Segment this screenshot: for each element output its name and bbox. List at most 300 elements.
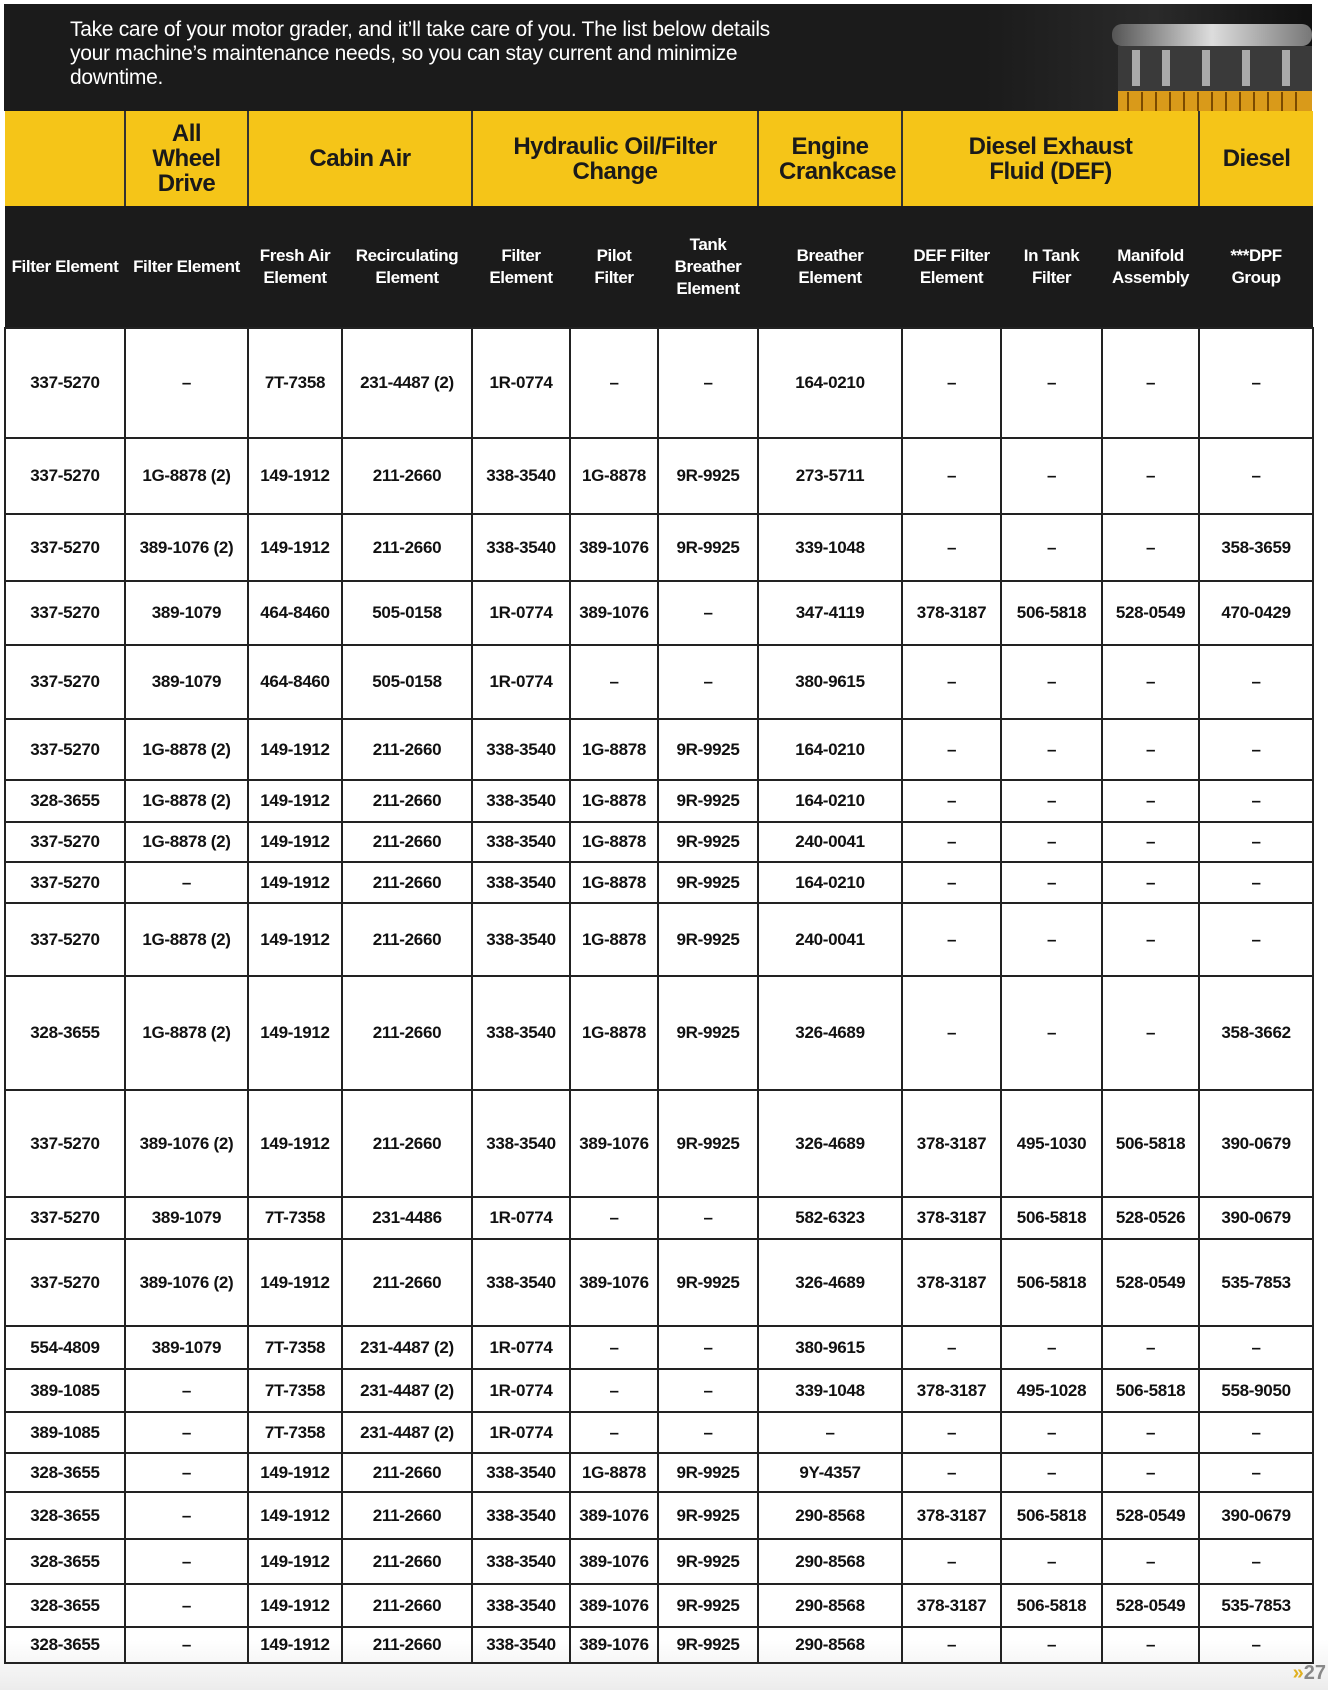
table-cell: 389-1076 (2) xyxy=(125,514,248,581)
table-cell: 337-5270 xyxy=(5,822,125,862)
table-cell: 535-7853 xyxy=(1199,1584,1313,1627)
table-cell: – xyxy=(125,1453,248,1492)
table-cell: 337-5270 xyxy=(5,645,125,719)
table-cell: – xyxy=(902,438,1001,514)
table-cell: 389-1076 xyxy=(570,581,658,645)
table-cell: 535-7853 xyxy=(1199,1239,1313,1326)
table-cell: 389-1079 xyxy=(125,581,248,645)
table-cell: 149-1912 xyxy=(248,1090,342,1197)
table-cell: 149-1912 xyxy=(248,438,342,514)
table-cell: 164-0210 xyxy=(758,328,902,438)
column-header: In Tank Filter xyxy=(1001,206,1102,328)
table-cell: 528-0549 xyxy=(1102,1492,1199,1539)
intro-banner xyxy=(4,4,1312,111)
table-cell: 328-3655 xyxy=(5,1539,125,1584)
table-cell: 164-0210 xyxy=(758,780,902,822)
table-cell: 9R-9925 xyxy=(658,780,758,822)
table-cell: 9R-9925 xyxy=(658,822,758,862)
table-cell: – xyxy=(658,645,758,719)
table-cell: – xyxy=(1199,645,1313,719)
table-cell: 337-5270 xyxy=(5,1090,125,1197)
table-cell: 389-1076 xyxy=(570,1492,658,1539)
table-cell: – xyxy=(902,822,1001,862)
table-cell: – xyxy=(902,1412,1001,1453)
table-cell: 389-1076 (2) xyxy=(125,1090,248,1197)
column-header: ***DPF Group xyxy=(1199,206,1313,328)
table-row xyxy=(5,976,1313,1090)
table-cell: 338-3540 xyxy=(472,1090,570,1197)
column-header: Pilot Filter xyxy=(570,206,658,328)
table-cell: – xyxy=(1001,438,1102,514)
table-cell: 9R-9925 xyxy=(658,719,758,780)
table-cell: 211-2660 xyxy=(342,719,472,780)
table-cell: 390-0679 xyxy=(1199,1197,1313,1239)
table-row xyxy=(5,780,1313,822)
column-header: Filter Element xyxy=(125,206,248,328)
group-header xyxy=(5,111,125,206)
table-cell: – xyxy=(1001,514,1102,581)
table-cell: – xyxy=(1199,719,1313,780)
table-cell: 9R-9925 xyxy=(658,862,758,903)
column-header: Tank Breather Element xyxy=(658,206,758,328)
table-cell: 7T-7358 xyxy=(248,328,342,438)
table-cell: 337-5270 xyxy=(5,903,125,976)
table-cell: 211-2660 xyxy=(342,438,472,514)
table-cell: – xyxy=(125,1584,248,1627)
table-cell: 495-1028 xyxy=(1001,1369,1102,1412)
table-row xyxy=(5,514,1313,581)
table-cell: – xyxy=(1199,328,1313,438)
table-cell: 231-4487 (2) xyxy=(342,1412,472,1453)
table-cell: – xyxy=(1001,1412,1102,1453)
table-cell: – xyxy=(658,581,758,645)
table-cell: 338-3540 xyxy=(472,438,570,514)
table-cell: 390-0679 xyxy=(1199,1090,1313,1197)
table-cell: 337-5270 xyxy=(5,581,125,645)
table-cell: 506-5818 xyxy=(1001,1197,1102,1239)
table-cell: 1G-8878 (2) xyxy=(125,976,248,1090)
table-body xyxy=(5,328,1313,1663)
table-cell: 338-3540 xyxy=(472,1492,570,1539)
group-header-cabin-air: Cabin Air xyxy=(248,111,472,206)
table-cell: 1R-0774 xyxy=(472,1197,570,1239)
table-cell: – xyxy=(1102,903,1199,976)
table-cell: 326-4689 xyxy=(758,1090,902,1197)
table-cell: 528-0549 xyxy=(1102,581,1199,645)
table-cell: 1G-8878 xyxy=(570,976,658,1090)
table-cell: 380-9615 xyxy=(758,1326,902,1369)
table-cell: 528-0549 xyxy=(1102,1239,1199,1326)
intro-text: Take care of your motor grader, and it’ll take care of you. The list below details your machine’s maintenance needs, so you can stay current and minimize downtime. xyxy=(70,18,770,89)
table-cell: 1G-8878 xyxy=(570,822,658,862)
table-cell: 328-3655 xyxy=(5,1453,125,1492)
group-header-def: Diesel Exhaust Fluid (DEF) xyxy=(902,111,1199,206)
table-cell: – xyxy=(1001,976,1102,1090)
table-cell: 389-1076 xyxy=(570,1090,658,1197)
table-cell: 337-5270 xyxy=(5,1239,125,1326)
table-cell: – xyxy=(1001,1539,1102,1584)
table-cell: 149-1912 xyxy=(248,903,342,976)
table-row xyxy=(5,719,1313,780)
table-cell: 149-1912 xyxy=(248,1453,342,1492)
table-cell: – xyxy=(570,1326,658,1369)
table-cell: – xyxy=(1001,1453,1102,1492)
table-cell: 506-5818 xyxy=(1102,1090,1199,1197)
table-cell: 389-1076 (2) xyxy=(125,1239,248,1326)
table-cell: 358-3662 xyxy=(1199,976,1313,1090)
table-row xyxy=(5,1627,1313,1663)
table-cell: 505-0158 xyxy=(342,581,472,645)
table-cell: 149-1912 xyxy=(248,822,342,862)
table-cell: – xyxy=(570,645,658,719)
table-cell: 9R-9925 xyxy=(658,1627,758,1663)
table-cell: – xyxy=(902,780,1001,822)
table-cell: 1R-0774 xyxy=(472,581,570,645)
table-row xyxy=(5,822,1313,862)
table-cell: 231-4487 (2) xyxy=(342,328,472,438)
table-cell: 347-4119 xyxy=(758,581,902,645)
table-cell: – xyxy=(1001,1627,1102,1663)
table-cell: 338-3540 xyxy=(472,514,570,581)
column-header-row xyxy=(5,206,1313,328)
table-cell: 378-3187 xyxy=(902,581,1001,645)
table-cell: 506-5818 xyxy=(1001,1584,1102,1627)
table-cell: – xyxy=(902,719,1001,780)
table-cell: 211-2660 xyxy=(342,1627,472,1663)
table-cell: – xyxy=(570,328,658,438)
table-cell: 338-3540 xyxy=(472,862,570,903)
table-cell: 9R-9925 xyxy=(658,976,758,1090)
table-cell: 1R-0774 xyxy=(472,328,570,438)
table-cell: 1G-8878 (2) xyxy=(125,903,248,976)
table-cell: 149-1912 xyxy=(248,514,342,581)
table-cell: 240-0041 xyxy=(758,903,902,976)
table-cell: 211-2660 xyxy=(342,903,472,976)
table-cell: – xyxy=(902,1453,1001,1492)
table-row xyxy=(5,1492,1313,1539)
table-cell: – xyxy=(902,976,1001,1090)
table-cell: – xyxy=(1102,780,1199,822)
table-cell: 528-0526 xyxy=(1102,1197,1199,1239)
table-cell: – xyxy=(1199,1453,1313,1492)
table-cell: 328-3655 xyxy=(5,1492,125,1539)
table-cell: 211-2660 xyxy=(342,1492,472,1539)
table-cell: 164-0210 xyxy=(758,862,902,903)
table-cell: – xyxy=(658,1369,758,1412)
page-number xyxy=(1293,1662,1326,1685)
table-cell: 389-1079 xyxy=(125,1197,248,1239)
table-cell: 1G-8878 xyxy=(570,1453,658,1492)
table-row xyxy=(5,1453,1313,1492)
table-cell: 528-0549 xyxy=(1102,1584,1199,1627)
group-header-row xyxy=(5,111,1313,206)
table-cell: 149-1912 xyxy=(248,862,342,903)
table-cell: – xyxy=(1199,1326,1313,1369)
table-cell: – xyxy=(1102,1627,1199,1663)
table-cell: – xyxy=(570,1369,658,1412)
table-cell: – xyxy=(125,1369,248,1412)
table-cell: – xyxy=(1001,862,1102,903)
table-cell: 378-3187 xyxy=(902,1239,1001,1326)
column-header: Filter Element xyxy=(5,206,125,328)
table-cell: – xyxy=(1102,514,1199,581)
table-cell: 1G-8878 (2) xyxy=(125,438,248,514)
table-cell: 9R-9925 xyxy=(658,1584,758,1627)
table-cell: 1R-0774 xyxy=(472,645,570,719)
table-cell: 389-1079 xyxy=(125,645,248,719)
column-header: Breather Element xyxy=(758,206,902,328)
group-header-diesel: Diesel xyxy=(1199,111,1313,206)
table-cell: – xyxy=(1102,645,1199,719)
table-cell: 211-2660 xyxy=(342,862,472,903)
table-cell: – xyxy=(125,328,248,438)
table-cell: 464-8460 xyxy=(248,581,342,645)
table-cell: 1G-8878 (2) xyxy=(125,780,248,822)
table-cell: 389-1076 xyxy=(570,1539,658,1584)
table-cell: 240-0041 xyxy=(758,822,902,862)
table-cell: 338-3540 xyxy=(472,780,570,822)
table-cell: 211-2660 xyxy=(342,1453,472,1492)
table-cell: 389-1076 xyxy=(570,1627,658,1663)
table-cell: 211-2660 xyxy=(342,780,472,822)
table-cell: 231-4486 xyxy=(342,1197,472,1239)
table-cell: – xyxy=(1199,780,1313,822)
table-cell: 9R-9925 xyxy=(658,438,758,514)
table-cell: 290-8568 xyxy=(758,1492,902,1539)
table-cell: 338-3540 xyxy=(472,719,570,780)
table-cell: 164-0210 xyxy=(758,719,902,780)
table-cell: – xyxy=(1001,719,1102,780)
table-row xyxy=(5,1412,1313,1453)
table-cell: 328-3655 xyxy=(5,1627,125,1663)
table-cell: – xyxy=(1001,645,1102,719)
table-cell: 380-9615 xyxy=(758,645,902,719)
table-cell: – xyxy=(1199,1627,1313,1663)
table-cell: – xyxy=(1199,1412,1313,1453)
oil-filter-image xyxy=(1102,24,1312,111)
table-cell: 326-4689 xyxy=(758,976,902,1090)
table-cell: 149-1912 xyxy=(248,1627,342,1663)
table-cell: 211-2660 xyxy=(342,514,472,581)
table-cell: 149-1912 xyxy=(248,976,342,1090)
table-cell: – xyxy=(902,903,1001,976)
table-cell: 211-2660 xyxy=(342,1539,472,1584)
table-cell: 1G-8878 xyxy=(570,862,658,903)
table-cell: 149-1912 xyxy=(248,719,342,780)
table-cell: 273-5711 xyxy=(758,438,902,514)
table-cell: 149-1912 xyxy=(248,1584,342,1627)
table-cell: – xyxy=(902,1539,1001,1584)
table-cell: – xyxy=(1199,862,1313,903)
table-cell: 378-3187 xyxy=(902,1369,1001,1412)
column-header: DEF Filter Element xyxy=(902,206,1001,328)
table-cell: 338-3540 xyxy=(472,1239,570,1326)
table-cell: 338-3540 xyxy=(472,822,570,862)
group-header-awd: All Wheel Drive xyxy=(125,111,248,206)
table-cell: 389-1076 xyxy=(570,1584,658,1627)
table-cell: 328-3655 xyxy=(5,1584,125,1627)
table-cell: – xyxy=(1199,438,1313,514)
table-cell: 211-2660 xyxy=(342,976,472,1090)
table-cell: – xyxy=(1102,438,1199,514)
table-cell: 338-3540 xyxy=(472,1627,570,1663)
table-cell: 505-0158 xyxy=(342,645,472,719)
table-cell: 389-1085 xyxy=(5,1412,125,1453)
table-cell: 1G-8878 xyxy=(570,903,658,976)
table-cell: – xyxy=(1001,780,1102,822)
table-cell: 290-8568 xyxy=(758,1539,902,1584)
table-cell: – xyxy=(1102,822,1199,862)
table-cell: 149-1912 xyxy=(248,1539,342,1584)
table-cell: – xyxy=(125,862,248,903)
table-cell: 1G-8878 xyxy=(570,438,658,514)
table-cell: – xyxy=(658,1412,758,1453)
table-cell: 326-4689 xyxy=(758,1239,902,1326)
table-cell: 149-1912 xyxy=(248,1239,342,1326)
table-cell: – xyxy=(1102,862,1199,903)
table-cell: 9R-9925 xyxy=(658,1090,758,1197)
table-cell: 1R-0774 xyxy=(472,1369,570,1412)
table-cell: – xyxy=(902,514,1001,581)
table-cell: 378-3187 xyxy=(902,1492,1001,1539)
table-cell: – xyxy=(125,1492,248,1539)
column-header: Filter Element xyxy=(472,206,570,328)
table-row xyxy=(5,645,1313,719)
table-row xyxy=(5,438,1313,514)
table-cell: 7T-7358 xyxy=(248,1197,342,1239)
table-cell: – xyxy=(570,1197,658,1239)
page-number-text: 27 xyxy=(1303,1662,1326,1684)
table-cell: 339-1048 xyxy=(758,1369,902,1412)
table-cell: – xyxy=(1102,719,1199,780)
table-cell: – xyxy=(1199,822,1313,862)
table-cell: 506-5818 xyxy=(1102,1369,1199,1412)
column-header: Fresh Air Element xyxy=(248,206,342,328)
table-cell: 9R-9925 xyxy=(658,903,758,976)
table-cell: 9R-9925 xyxy=(658,514,758,581)
table-cell: 9Y-4357 xyxy=(758,1453,902,1492)
table-cell: 337-5270 xyxy=(5,438,125,514)
table-cell: – xyxy=(125,1539,248,1584)
table-cell: 231-4487 (2) xyxy=(342,1326,472,1369)
table-cell: 554-4809 xyxy=(5,1326,125,1369)
table-cell: – xyxy=(758,1412,902,1453)
table-cell: – xyxy=(1001,822,1102,862)
table-cell: – xyxy=(658,328,758,438)
table-cell: 358-3659 xyxy=(1199,514,1313,581)
table-cell: 470-0429 xyxy=(1199,581,1313,645)
table-cell: 506-5818 xyxy=(1001,581,1102,645)
table-cell: – xyxy=(658,1197,758,1239)
table-cell: – xyxy=(1001,328,1102,438)
table-cell: 1R-0774 xyxy=(472,1326,570,1369)
table-cell: 338-3540 xyxy=(472,1539,570,1584)
table-row xyxy=(5,328,1313,438)
table-cell: – xyxy=(902,645,1001,719)
table-cell: – xyxy=(570,1412,658,1453)
table-cell: 328-3655 xyxy=(5,976,125,1090)
table-cell: – xyxy=(1001,903,1102,976)
table-cell: 464-8460 xyxy=(248,645,342,719)
table-cell: 558-9050 xyxy=(1199,1369,1313,1412)
table-row xyxy=(5,862,1313,903)
table-cell: 211-2660 xyxy=(342,1090,472,1197)
table-cell: 1G-8878 (2) xyxy=(125,719,248,780)
table-cell: 149-1912 xyxy=(248,1492,342,1539)
table-cell: – xyxy=(902,1627,1001,1663)
table-cell: 9R-9925 xyxy=(658,1539,758,1584)
table-row xyxy=(5,1239,1313,1326)
table-cell: 506-5818 xyxy=(1001,1239,1102,1326)
table-cell: – xyxy=(902,328,1001,438)
table-cell: – xyxy=(125,1412,248,1453)
table-cell: 149-1912 xyxy=(248,780,342,822)
page-arrow-icon: » xyxy=(1292,1662,1304,1684)
table-cell: – xyxy=(1102,976,1199,1090)
table-cell: – xyxy=(125,1627,248,1663)
table-cell: – xyxy=(1001,1326,1102,1369)
table-cell: 506-5818 xyxy=(1001,1492,1102,1539)
table-cell: 1G-8878 (2) xyxy=(125,822,248,862)
column-header: Manifold Assembly xyxy=(1102,206,1199,328)
table-cell: 378-3187 xyxy=(902,1584,1001,1627)
table-cell: 7T-7358 xyxy=(248,1412,342,1453)
parts-table xyxy=(4,111,1314,1664)
table-cell: 211-2660 xyxy=(342,1584,472,1627)
table-row xyxy=(5,1090,1313,1197)
table-cell: 231-4487 (2) xyxy=(342,1369,472,1412)
table-cell: 7T-7358 xyxy=(248,1369,342,1412)
table-cell: – xyxy=(1102,1539,1199,1584)
table-cell: 1R-0774 xyxy=(472,1412,570,1453)
table-cell: – xyxy=(1199,903,1313,976)
table-row xyxy=(5,1197,1313,1239)
table-cell: 337-5270 xyxy=(5,328,125,438)
table-cell: 290-8568 xyxy=(758,1584,902,1627)
table-row xyxy=(5,1539,1313,1584)
table-cell: – xyxy=(1102,1326,1199,1369)
column-header: Recirculating Element xyxy=(342,206,472,328)
table-cell: 1G-8878 xyxy=(570,719,658,780)
table-cell: 339-1048 xyxy=(758,514,902,581)
table-cell: 338-3540 xyxy=(472,903,570,976)
table-cell: 328-3655 xyxy=(5,780,125,822)
table-cell: 390-0679 xyxy=(1199,1492,1313,1539)
table-cell: 389-1079 xyxy=(125,1326,248,1369)
table-cell: 337-5270 xyxy=(5,1197,125,1239)
table-cell: 389-1076 xyxy=(570,514,658,581)
table-cell: 389-1076 xyxy=(570,1239,658,1326)
table-cell: 337-5270 xyxy=(5,719,125,780)
table-cell: 378-3187 xyxy=(902,1090,1001,1197)
table-cell: 1G-8878 xyxy=(570,780,658,822)
table-cell: – xyxy=(902,1326,1001,1369)
table-cell: 337-5270 xyxy=(5,514,125,581)
table-cell: – xyxy=(658,1326,758,1369)
table-cell: 337-5270 xyxy=(5,862,125,903)
table-cell: – xyxy=(902,862,1001,903)
group-header-hydraulic: Hydraulic Oil/Filter Change xyxy=(472,111,758,206)
table-cell: 7T-7358 xyxy=(248,1326,342,1369)
table-cell: 290-8568 xyxy=(758,1627,902,1663)
table-cell: 211-2660 xyxy=(342,822,472,862)
table-cell: – xyxy=(1199,1539,1313,1584)
table-row xyxy=(5,1369,1313,1412)
group-header-engine-crankcase: Engine Crankcase xyxy=(758,111,902,206)
table-row xyxy=(5,1326,1313,1369)
table-cell: 338-3540 xyxy=(472,976,570,1090)
table-cell: 338-3540 xyxy=(472,1584,570,1627)
